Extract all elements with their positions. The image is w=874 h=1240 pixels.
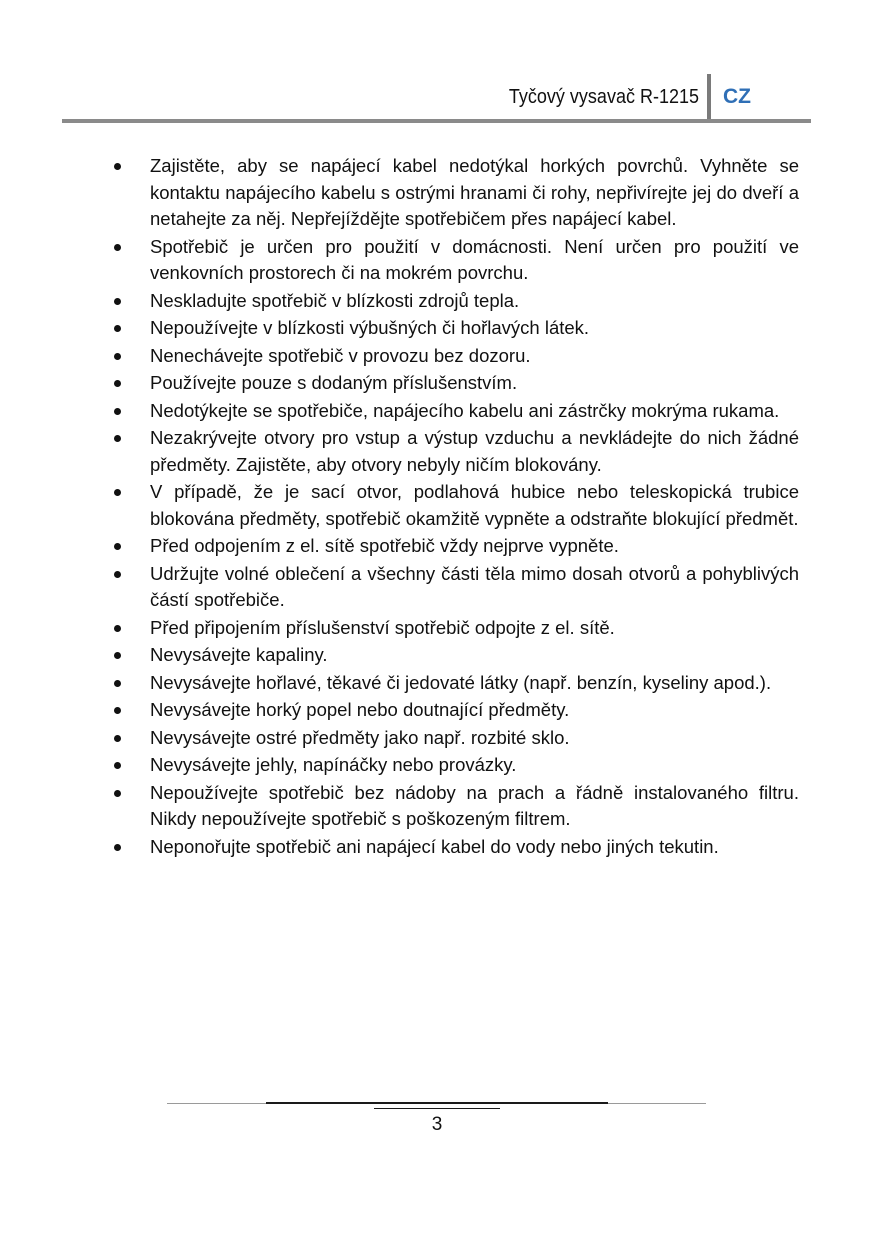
bullet-icon: [114, 408, 121, 415]
bullet-icon: [114, 163, 121, 170]
list-item: Neponořujte spotřebič ani napájecí kabel do vody nebo jiných tekutin.: [113, 834, 799, 861]
page-number: 3: [431, 1114, 443, 1135]
list-item: Nedotýkejte se spotřebiče, napájecího kabelu ani zástrčky mokrýma rukama.: [113, 398, 799, 425]
document-title: Tyčový vysavač R-1215: [508, 86, 699, 108]
list-item: Nevysávejte jehly, napínáčky nebo provázky.: [113, 752, 799, 779]
bullet-icon: [114, 571, 121, 578]
list-item: V případě, že je sací otvor, podlahová hubice nebo teleskopická trubice blokována předměty, spotřebič okamžitě vypněte a odstraňte blokující předmět.: [113, 479, 799, 532]
list-item: Nezakrývejte otvory pro vstup a výstup vzduchu a nevkládejte do nich žádné předměty. Zajistěte, aby otvory nebyly ničím blokovány.: [113, 425, 799, 478]
bullet-icon: [114, 735, 121, 742]
list-item: Používejte pouze s dodaným příslušenstvím.: [113, 370, 799, 397]
bullet-icon: [114, 790, 121, 797]
list-item: Neskladujte spotřebič v blízkosti zdrojů tepla.: [113, 288, 799, 315]
header-separator: [707, 74, 711, 120]
list-item: Nevysávejte horký popel nebo doutnající předměty.: [113, 697, 799, 724]
bullet-icon: [114, 762, 121, 769]
list-item: Nevysávejte ostré předměty jako např. rozbité sklo.: [113, 725, 799, 752]
bullet-icon: [114, 844, 121, 851]
list-item: Spotřebič je určen pro použití v domácnosti. Není určen pro použití ve venkovních prostorech či na mokrém povrchu.: [113, 234, 799, 287]
language-label: CZ: [723, 85, 751, 108]
list-item: Zajistěte, aby se napájecí kabel nedotýkal horkých povrchů. Vyhněte se kontaktu napájecího kabelu s ostrými hranami či rohy, nepřivírejte jej do dveří a netahejte za něj. Nepřejíždějte spotřebičem přes napájecí kabel.: [113, 153, 799, 233]
footer-rule-short: [374, 1108, 500, 1109]
bullet-icon: [114, 707, 121, 714]
footer-rule-accent: [266, 1102, 608, 1104]
bullet-icon: [114, 489, 121, 496]
list-item: Nevysávejte hořlavé, těkavé či jedovaté látky (např. benzín, kyseliny apod.).: [113, 670, 799, 697]
bullet-icon: [114, 244, 121, 251]
bullet-icon: [114, 625, 121, 632]
list-item: Nepoužívejte spotřebič bez nádoby na prach a řádně instalovaného filtru. Nikdy nepoužívejte spotřebič s poškozeným filtrem.: [113, 780, 799, 833]
bullet-icon: [114, 298, 121, 305]
header-rule: [62, 119, 811, 123]
safety-instructions-list: [113, 153, 799, 861]
list-item: Nepoužívejte v blízkosti výbušných či hořlavých látek.: [113, 315, 799, 342]
bullet-icon: [114, 680, 121, 687]
list-item: Nevysávejte kapaliny.: [113, 642, 799, 669]
list-item: Udržujte volné oblečení a všechny části těla mimo dosah otvorů a pohyblivých částí spotřebiče.: [113, 561, 799, 614]
bullet-icon: [114, 325, 121, 332]
bullet-icon: [114, 435, 121, 442]
bullet-icon: [114, 543, 121, 550]
list-item: Nenechávejte spotřebič v provozu bez dozoru.: [113, 343, 799, 370]
bullet-icon: [114, 353, 121, 360]
list-item: Před připojením příslušenství spotřebič odpojte z el. sítě.: [113, 615, 799, 642]
list-item: Před odpojením z el. sítě spotřebič vždy nejprve vypněte.: [113, 533, 799, 560]
bullet-icon: [114, 652, 121, 659]
bullet-icon: [114, 380, 121, 387]
